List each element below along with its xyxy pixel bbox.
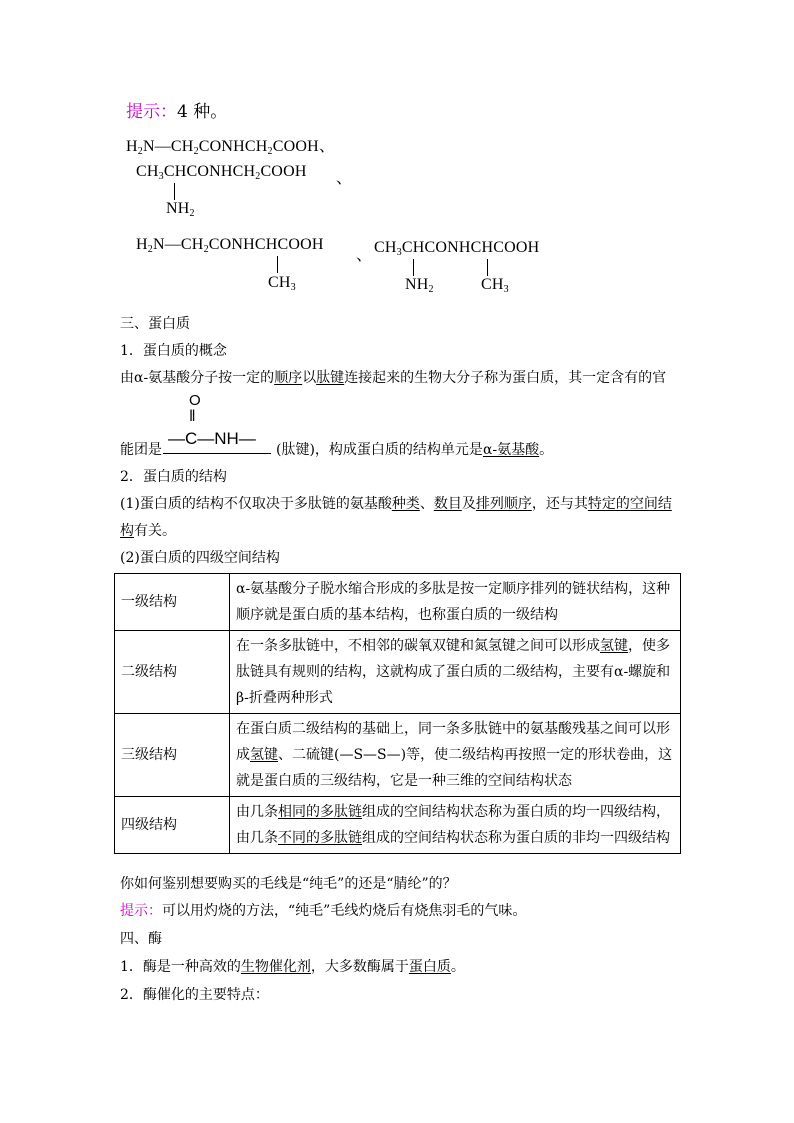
r2-line2: 肽链具有规则的结构，这就构成了蛋白质的二级结构，主要有α-螺旋和 <box>236 664 671 680</box>
section-4-title: 四、酶 <box>120 931 162 947</box>
fg-amino-acid: α-氨基酸 <box>482 442 540 458</box>
structure-para-line2 <box>120 521 176 541</box>
section-3-title: 三、蛋白质 <box>120 316 190 332</box>
r4-line1 <box>236 799 674 825</box>
r4-l1a: 由几条 <box>236 804 278 820</box>
fg-pre: 能团是 <box>120 442 162 458</box>
s4-l1c: 。 <box>450 959 465 975</box>
formula-4-bond-left <box>413 259 414 276</box>
formula-2-main: $CH_3CHCONHCH_2COOH$ <box>136 163 307 182</box>
hint2-label: 提示： <box>120 903 162 919</box>
section-3-sub1: 1．蛋白质的概念 <box>120 343 227 359</box>
p1-d: ，还与其 <box>531 496 588 512</box>
p1-spatial-end: 构 <box>120 523 134 539</box>
p1-number: 数目 <box>433 496 462 512</box>
row-header-primary: 一级结构 <box>115 574 230 631</box>
formula-3-main: $H_2N—CH_2CONHCHCOOH$ <box>136 236 324 255</box>
structure-table <box>114 573 681 854</box>
row-content-primary <box>230 574 681 631</box>
hint-text: 4 种。 <box>177 102 228 122</box>
section-3-sub2: 2．蛋白质的结构 <box>120 469 227 485</box>
row-header-secondary: 二级结构 <box>115 631 230 714</box>
p1-b: 、 <box>419 496 434 512</box>
r3-line2 <box>236 742 674 768</box>
section-4-line2: 2．酶催化的主要特点： <box>120 987 269 1003</box>
r4-l1b: 组成的空间结构状态称为蛋白质的均一四级结构， <box>362 804 670 820</box>
formula-2-sub: $NH_2$ <box>166 200 195 219</box>
r1-line1: α-氨基酸分子脱水缩合形成的多肽是按一定顺序排列的链状结构，这种 <box>236 581 671 597</box>
p1-a: (1)蛋白质的结构不仅取决于多肽链的氨基酸 <box>120 496 392 512</box>
formula-4-main: $CH_3CHCONHCHCOOH$ <box>374 239 540 258</box>
def-term-order: 顺序 <box>274 370 303 386</box>
structure-para-2: (2)蛋白质的四级空间结构 <box>120 550 280 566</box>
fg-post-end: 。 <box>539 442 554 458</box>
r4-l2b: 组成的空间结构状态称为蛋白质的非均一四级结构 <box>362 830 670 846</box>
hint2-text: 可以用灼烧的方法，“纯毛”毛线灼烧后有烧焦羽毛的气味。 <box>162 903 527 919</box>
table-row <box>115 714 681 797</box>
hint-line-1 <box>126 101 227 123</box>
r2-l1b: ，使多 <box>628 638 670 654</box>
structure-para-line1 <box>120 494 672 514</box>
fg-underline <box>163 453 271 454</box>
r2-line1 <box>236 633 674 659</box>
formula-2-bond <box>174 183 175 200</box>
def-post: 连接起来的生物大分子称为蛋白质，其一定含有的官 <box>344 370 667 386</box>
table-row <box>115 631 681 714</box>
p1-order: 排列顺序 <box>475 496 532 512</box>
formula-4-bond-right <box>487 259 488 276</box>
row-content-tertiary <box>230 714 681 797</box>
r4-same-chains: 相同的多肽链 <box>278 804 362 820</box>
fg-post <box>276 440 553 460</box>
r3-l2a: 成 <box>236 747 250 763</box>
r3-hydrogen-bond: 氢键 <box>250 747 278 763</box>
r1-line2: 顺序就是蛋白质的基本结构，也称蛋白质的一级结构 <box>236 607 558 623</box>
s4-l1a: 1．酶是一种高效的 <box>120 959 241 975</box>
r3-line3: 就是蛋白质的三级结构，它是一种三维的空间结构状态 <box>236 773 572 789</box>
table-row <box>115 797 681 854</box>
row-content-quaternary <box>230 797 681 854</box>
formula-4-sub-left: $NH_2$ <box>405 276 434 295</box>
r2-l1a: 在一条多肽链中，不相邻的碳氧双键和氮氢键之间可以形成 <box>236 638 600 654</box>
s4-protein: 蛋白质 <box>408 959 451 975</box>
definition-line <box>120 368 666 388</box>
r4-l2a: 由几条 <box>236 830 278 846</box>
table-row <box>115 574 681 631</box>
row-content-secondary <box>230 631 681 714</box>
r3-line1: 在蛋白质二级结构的基础上，同一条多肽链中的氨基酸残基之间可以形 <box>236 721 670 737</box>
formula-2-sep: 、 <box>336 170 353 187</box>
def-term-peptide-bond: 肽键 <box>316 370 345 386</box>
p1-c: 及 <box>461 496 476 512</box>
section-4-line1 <box>120 957 465 977</box>
s4-biocatalyst: 生物催化剂 <box>240 959 311 975</box>
p1-e: 有关。 <box>134 523 176 539</box>
fg-post-text: (肽键)，构成蛋白质的结构单元是 <box>276 442 483 458</box>
def-pre: 由α-氨基酸分子按一定的 <box>120 370 275 386</box>
r3-l2b: 、二硫键(—S—S—)等，使二级结构再按照一定的形状卷曲，这 <box>278 747 673 763</box>
s4-l1b: ，大多数酶属于 <box>310 959 409 975</box>
r4-line2 <box>236 825 674 851</box>
r4-diff-chains: 不同的多肽链 <box>278 830 362 846</box>
r2-line3: β-折叠两种形式 <box>236 690 333 706</box>
p1-spatial: 特定的空间结 <box>587 496 672 512</box>
formula-4-sub-right: $CH_3$ <box>481 276 509 295</box>
row-header-quaternary: 四级结构 <box>115 797 230 854</box>
fg-oxygen: O <box>189 392 201 409</box>
formula-3-sep: 、 <box>356 247 373 264</box>
fg-formula: —C—NH— <box>168 429 256 448</box>
formula-3-bond <box>277 256 278 273</box>
row-header-tertiary: 三级结构 <box>115 714 230 797</box>
formula-1: $H_2N—CH_2CONHCH_2COOH$、 <box>126 138 336 157</box>
question: 你如何鉴别想要购买的毛线是“纯毛”的还是“腈纶”的？ <box>120 876 457 892</box>
hint-label: 提示： <box>126 102 177 122</box>
def-mid: 以 <box>302 370 317 386</box>
p1-kind: 种类 <box>391 496 420 512</box>
hint-line-2 <box>120 901 526 921</box>
fg-double-bond: ‖ <box>189 408 196 425</box>
r2-hydrogen-bond: 氢键 <box>600 638 628 654</box>
formula-3-sub: $CH_3$ <box>268 274 296 293</box>
